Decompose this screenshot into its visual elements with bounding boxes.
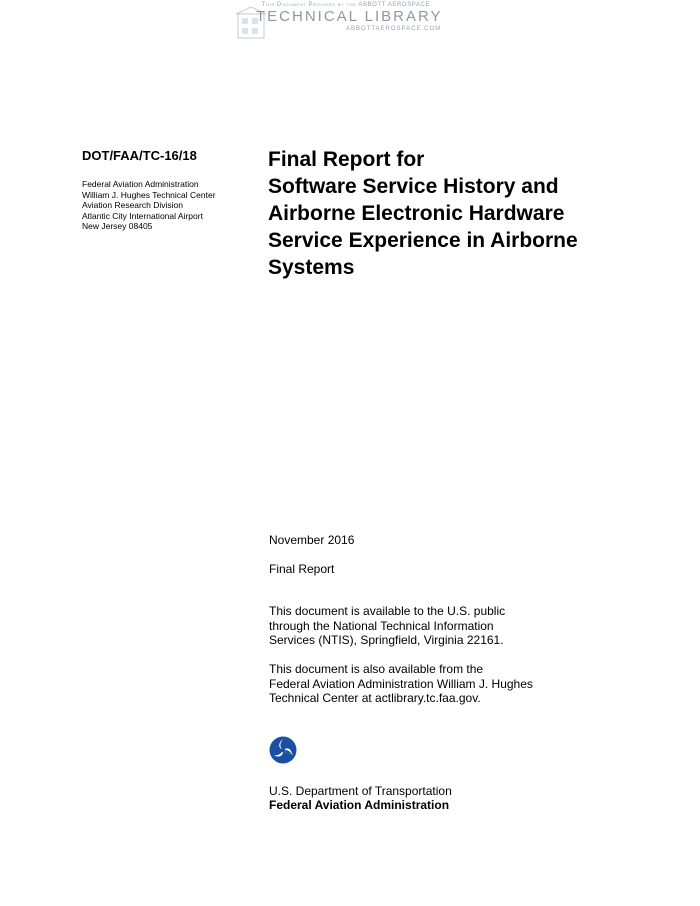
availability-line: through the National Technical Information [269, 618, 494, 633]
report-date: November 2016 [269, 533, 355, 547]
report-number: DOT/FAA/TC-16/18 [82, 148, 197, 163]
org-line: Atlantic City International Airport [82, 210, 203, 221]
title-line: Systems [268, 256, 355, 279]
title-line: Airborne Electronic Hardware [268, 202, 565, 225]
org-line: Federal Aviation Administration [82, 179, 199, 189]
watermark-sub-line: ABBOTTAEROSPACE.COM [346, 26, 442, 32]
ntis-availability [269, 604, 505, 648]
department-block [269, 785, 452, 812]
watermark-main-line: TECHNICAL LIBRARY [256, 8, 443, 25]
availability-line: Services (NTIS), Springfield, Virginia 22161. [269, 633, 504, 647]
title-line: Software Service History and [268, 175, 559, 198]
organization-address [82, 179, 216, 232]
watermark-top-line: This Document Provided by the ABBOTT AEROSPACE [261, 2, 431, 8]
report-type: Final Report [269, 562, 335, 576]
org-line: Aviation Research Division [82, 200, 183, 211]
availability-line: This document is also available from the [269, 662, 484, 676]
agency-name: Federal Aviation Administration [269, 797, 450, 812]
org-line: William J. Hughes Technical Center [82, 189, 216, 200]
title-line: Service Experience in Airborne [268, 229, 578, 252]
availability-line: This document is available to the U.S. public [269, 604, 506, 618]
availability-line: Federal Aviation Administration William J. Hughes [269, 676, 533, 691]
title-line: Final Report for [268, 148, 425, 171]
faa-availability [269, 662, 533, 706]
report-title [268, 146, 668, 281]
availability-line: Technical Center at actlibrary.tc.faa.gov. [269, 691, 481, 705]
dot-logo-icon [269, 736, 297, 764]
org-line: New Jersey 08405 [82, 221, 153, 232]
department-name: U.S. Department of Transportation [269, 784, 452, 798]
watermark [236, 2, 456, 42]
